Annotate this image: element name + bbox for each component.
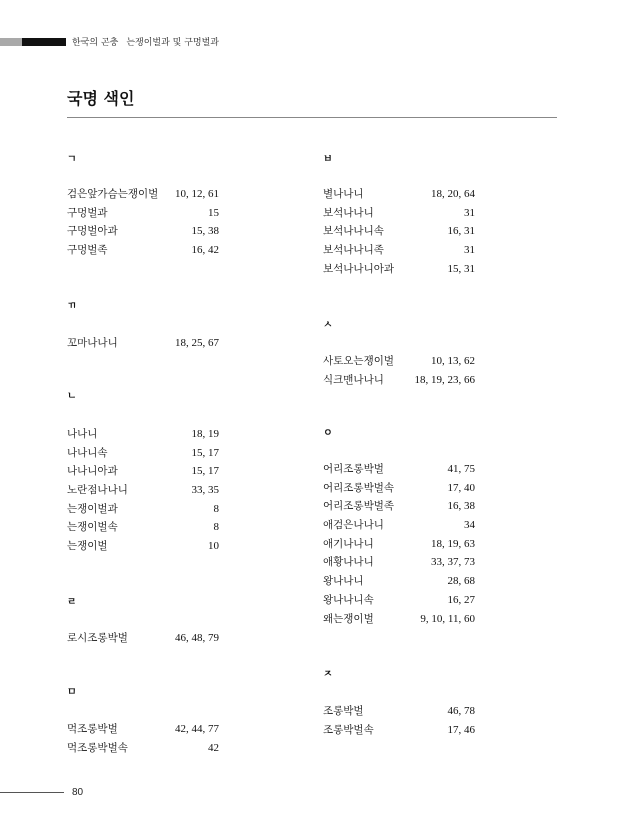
entry-term: 조롱박벌 — [323, 705, 364, 717]
entry-pages: 15 — [208, 206, 219, 219]
index-entry — [67, 241, 219, 260]
entry-pages: 46, 48, 79 — [175, 632, 219, 644]
entry-pages: 10 — [208, 540, 219, 553]
entry-term: 먹조롱박벌 — [67, 723, 118, 735]
entry-term: 왜는쟁이벌 — [323, 612, 374, 625]
page-number: 80 — [72, 787, 84, 798]
entry-term: 나나니아과 — [67, 465, 118, 478]
entry-term: 는쟁이벌 — [67, 540, 108, 553]
entry-pages: 16, 31 — [447, 225, 475, 238]
page-title: 국명 색인 — [67, 89, 135, 108]
entry-pages: 9, 10, 11, 60 — [420, 612, 475, 625]
entry-pages: 17, 46 — [447, 723, 475, 736]
entry-term: 애기나나니 — [323, 537, 374, 550]
index-section — [323, 319, 475, 386]
entry-term: 보석나나니 — [323, 206, 374, 219]
index-section — [67, 390, 219, 553]
index-entry — [67, 425, 219, 444]
header-book-title: 한국의 곤충 — [72, 38, 119, 48]
entry-pages: 10, 13, 62 — [431, 355, 475, 367]
entry-pages: 31 — [464, 244, 475, 257]
index-entry — [323, 185, 475, 204]
section-letter: ㄱ — [67, 154, 77, 165]
entry-pages: 16, 42 — [191, 244, 219, 257]
entry-list — [67, 425, 219, 556]
entry-list — [67, 334, 219, 353]
index-entry — [323, 204, 475, 223]
section-letter: ㄲ — [67, 301, 77, 312]
index-entry — [323, 553, 475, 572]
section-letter: ㄴ — [67, 391, 77, 402]
entry-pages: 8 — [213, 502, 219, 515]
entry-term: 식크맨나나니 — [323, 373, 384, 386]
index-section — [67, 596, 219, 644]
index-entry — [323, 241, 475, 260]
footer-divider — [0, 792, 64, 793]
entry-pages: 31 — [464, 206, 475, 219]
entry-pages: 46, 78 — [447, 705, 475, 717]
entry-list — [67, 720, 219, 757]
header-bar-gray — [0, 38, 22, 46]
entry-term: 먹조롱박벌속 — [67, 741, 128, 754]
header-subtitle: 는쟁이벌과 및 구멍벌과 — [126, 38, 220, 48]
index-entry — [323, 591, 475, 610]
running-header — [72, 35, 219, 48]
entry-pages: 16, 38 — [447, 500, 475, 513]
index-entry — [67, 334, 219, 353]
entry-list — [67, 629, 219, 648]
entry-term: 구멍벌아과 — [67, 225, 118, 238]
entry-term: 보석나나니속 — [323, 225, 384, 238]
index-entry — [67, 720, 219, 739]
index-section — [67, 153, 219, 257]
section-letter: ㅇ — [323, 428, 333, 439]
entry-pages: 15, 38 — [191, 225, 219, 238]
index-entry — [323, 371, 475, 390]
entry-term: 어리조롱박벌 — [323, 463, 384, 475]
index-entry — [67, 537, 219, 556]
index-entry — [67, 500, 219, 519]
entry-list — [67, 185, 219, 260]
index-section — [323, 427, 475, 625]
entry-pages: 28, 68 — [447, 575, 475, 588]
entry-term: 는쟁이벌속 — [67, 521, 118, 534]
entry-term: 나나니속 — [67, 446, 108, 459]
entry-pages: 18, 19, 63 — [431, 537, 475, 550]
index-entry — [323, 497, 475, 516]
entry-pages: 10, 12, 61 — [175, 188, 219, 200]
entry-pages: 33, 37, 73 — [431, 556, 475, 569]
header-bar-black — [22, 38, 66, 46]
index-entry — [323, 610, 475, 629]
entry-term: 는쟁이벌과 — [67, 502, 118, 515]
entry-term: 보석나나니족 — [323, 244, 384, 257]
index-entry — [323, 460, 475, 479]
index-entry — [67, 222, 219, 241]
index-entry — [67, 629, 219, 648]
index-entry — [323, 260, 475, 279]
entry-pages: 41, 75 — [447, 463, 475, 475]
index-section — [323, 668, 475, 736]
index-section — [67, 300, 219, 349]
entry-pages: 17, 40 — [447, 481, 475, 494]
index-section — [323, 153, 475, 275]
section-letter: ㄹ — [67, 597, 77, 608]
title-divider — [67, 117, 557, 118]
entry-pages: 16, 27 — [447, 593, 475, 606]
index-entry — [323, 479, 475, 498]
section-letter: ㅅ — [323, 320, 333, 331]
index-entry — [323, 516, 475, 535]
entry-list — [323, 185, 475, 278]
entry-pages: 33, 35 — [191, 484, 219, 497]
entry-term: 애황나나니 — [323, 556, 374, 569]
entry-pages: 18, 20, 64 — [431, 188, 475, 200]
entry-pages: 18, 25, 67 — [175, 337, 219, 349]
entry-pages: 42, 44, 77 — [175, 723, 219, 735]
index-entry — [323, 721, 475, 740]
entry-pages: 15, 17 — [191, 465, 219, 478]
entry-term: 왕나나니 — [323, 575, 364, 588]
entry-term: 어리조롱박벌속 — [323, 481, 395, 494]
section-letter: ㅁ — [67, 687, 77, 698]
entry-term: 노란점나나니 — [67, 484, 128, 497]
index-entry — [67, 518, 219, 537]
entry-pages: 18, 19 — [191, 428, 219, 440]
entry-pages: 15, 31 — [447, 262, 475, 275]
entry-pages: 34 — [464, 519, 475, 532]
index-entry — [323, 222, 475, 241]
entry-term: 왕나나니속 — [323, 593, 374, 606]
index-entry — [67, 739, 219, 758]
index-entry — [67, 444, 219, 463]
entry-term: 로시조롱박벌 — [67, 632, 128, 644]
entry-term: 어리조롱박벌족 — [323, 500, 395, 513]
section-letter: ㅂ — [323, 154, 333, 165]
entry-term: 구멍벌족 — [67, 244, 108, 257]
index-entry — [323, 535, 475, 554]
index-entry — [67, 185, 219, 204]
entry-term: 별나나니 — [323, 188, 364, 200]
entry-pages: 42 — [208, 741, 219, 754]
entry-list — [323, 460, 475, 628]
index-entry — [323, 702, 475, 721]
index-entry — [67, 462, 219, 481]
index-entry — [323, 572, 475, 591]
entry-term: 사토오는쟁이벌 — [323, 355, 395, 367]
entry-term: 꼬마나나니 — [67, 337, 118, 349]
entry-list — [323, 352, 475, 389]
index-entry — [67, 481, 219, 500]
entry-term: 나나니 — [67, 428, 98, 440]
index-entry — [67, 204, 219, 223]
entry-term: 조롱박벌속 — [323, 723, 374, 736]
section-letter: ㅈ — [323, 669, 333, 680]
entry-list — [323, 702, 475, 739]
entry-term: 애검은나나니 — [323, 519, 384, 532]
entry-pages: 8 — [213, 521, 219, 534]
entry-pages: 18, 19, 23, 66 — [414, 373, 475, 386]
entry-term: 구멍벌과 — [67, 206, 108, 219]
index-entry — [323, 352, 475, 371]
entry-term: 검은앞가슴는쟁이벌 — [67, 188, 159, 200]
entry-pages: 15, 17 — [191, 446, 219, 459]
entry-term: 보석나나니아과 — [323, 262, 395, 275]
index-section — [67, 686, 219, 754]
